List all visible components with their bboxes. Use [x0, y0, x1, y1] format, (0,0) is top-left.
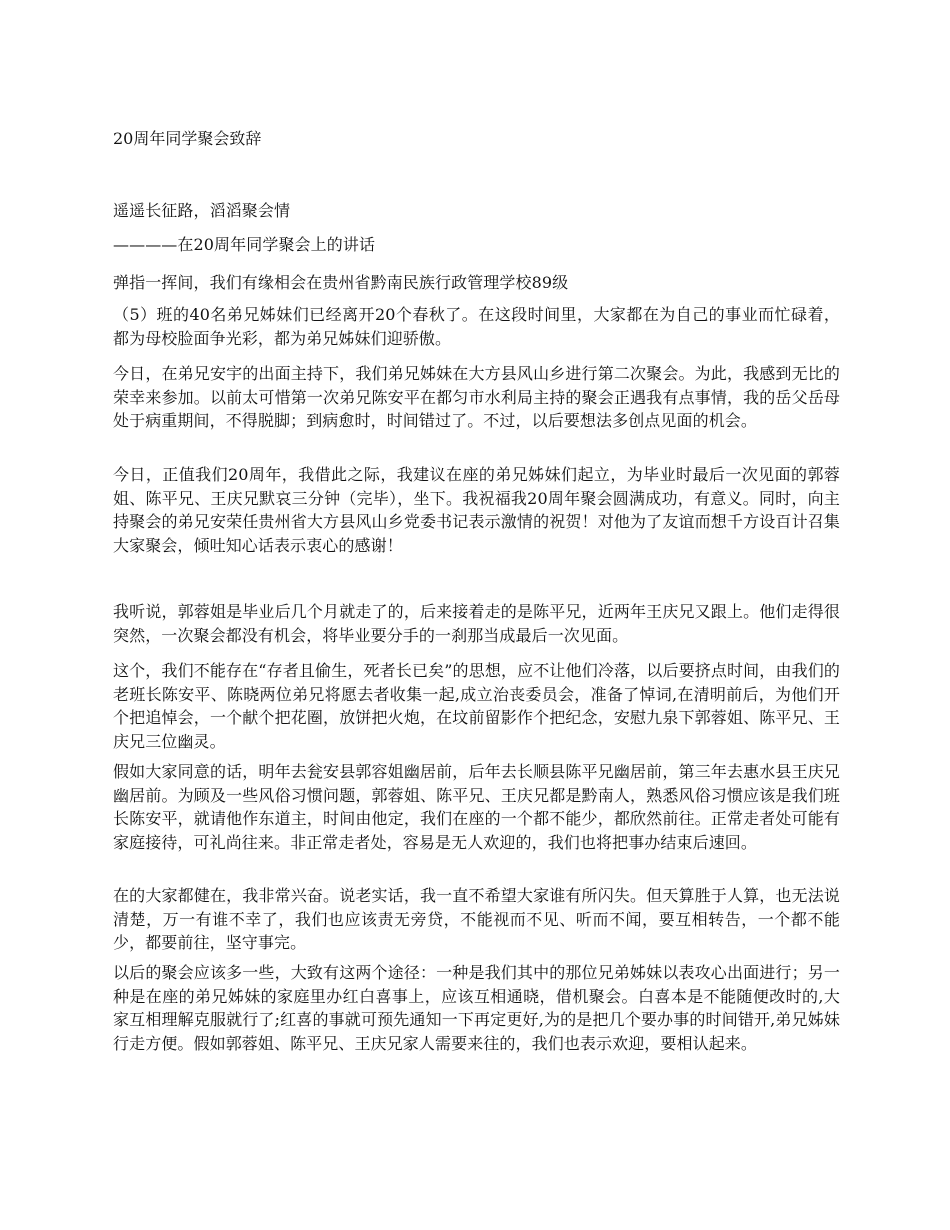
paragraph: 今日，正值我们20周年，我借此之际，我建议在座的弟兄姊妹们起立，为毕业时最后一次见面的郭蓉姐、陈平兄、王庆兄默哀三分钟（完毕），坐下。我祝福我20周年聚会圆满成功，有意义。同时，向主持聚会的弟兄安荣任贵州省大方县风山乡党委书记表示激情的祝贺！对他为了友谊而想千方设百计召集大家聚会，倾吐知心话表示衷心的感谢！ — [113, 465, 840, 555]
paragraph: 今日，在弟兄安宇的出面主持下，我们弟兄姊妹在大方县风山乡进行第二次聚会。为此，我感到无比的荣幸来参加。以前太可惜第一次弟兄陈安平在都匀市水利局主持的聚会正遇我有点事情，我的岳父岳母处于病重期间，不得脱脚；到病愈时，时间错过了。不过，以后要想法多创点见面的机会。 — [113, 364, 840, 431]
paragraph: 弹指一挥间，我们有缘相会在贵州省黔南民族行政管理学校89级 — [113, 273, 569, 292]
speech-subtitle: ————在20周年同学聚会上的讲话 — [113, 235, 376, 254]
document-title: 20周年同学聚会致辞 — [113, 129, 262, 148]
paragraph: 在的大家都健在，我非常兴奋。说老实话，我一直不希望大家谁有所闪失。但天算胜于人算，也无法说清楚，万一有谁不幸了，我们也应该责无旁贷，不能视而不见、听而不闻，要互相转告，一个都不能少，都要前往，坚守事完。 — [113, 886, 840, 953]
paragraph: 这个，我们不能存在“存者且偷生，死者长已矣”的思想，应不让他们冷落，以后要挤点时间，由我们的老班长陈安平、陈晓两位弟兄将愿去者收集一起,成立治丧委员会，准备了悼词,在清明前后，为他们开个把追悼会，一个献个把花圈，放饼把火炮，在坟前留影作个把纪念，安慰九泉下郭蓉姐、陈平兄、王庆兄三位幽灵。 — [113, 661, 840, 751]
paragraph: 假如大家同意的话，明年去瓮安县郭容姐幽居前，后年去长顺县陈平兄幽居前，第三年去惠水县王庆兄幽居前。为顾及一些风俗习惯问题，郭蓉姐、陈平兄、王庆兄都是黔南人，熟悉风俗习惯应该是我们班长陈安平，就请他作东道主，时间由他定，我们在座的一个都不能少，都欣然前往。正常走者处可能有家庭接待，可礼尚往来。非正常走者处，容易是无人欢迎的，我们也将把事办结束后速回。 — [113, 762, 840, 852]
document-page — [113, 0, 840, 1230]
paragraph: （5）班的40名弟兄姊妹们已经离开20个春秋了。在这段时间里，大家都在为自己的事业而忙碌着，都为母校脸面争光彩，都为弟兄姊妹们迎骄傲。 — [113, 305, 840, 348]
speech-title: 遥遥长征路，滔滔聚会情 — [113, 201, 291, 220]
paragraph: 我听说，郭蓉姐是毕业后几个月就走了的，后来接着走的是陈平兄，近两年王庆兄又跟上。他们走得很突然，一次聚会都没有机会，将毕业要分手的一刹那当成最后一次见面。 — [113, 602, 840, 645]
paragraph: 以后的聚会应该多一些，大致有这两个途径：一种是我们其中的那位兄弟姊妹以表攻心出面进行；另一种是在座的弟兄姊妹的家庭里办红白喜事上，应该互相通晓，借机聚会。白喜本是不能随便改时的,大家互相理解克服就行了;红喜的事就可预先通知一下再定更好,为的是把几个要办事的时间错开,弟兄姊妹行走方便。假如郭蓉姐、陈平兄、王庆兄家人需要来往的，我们也表示欢迎，要相认起来。 — [113, 963, 840, 1053]
